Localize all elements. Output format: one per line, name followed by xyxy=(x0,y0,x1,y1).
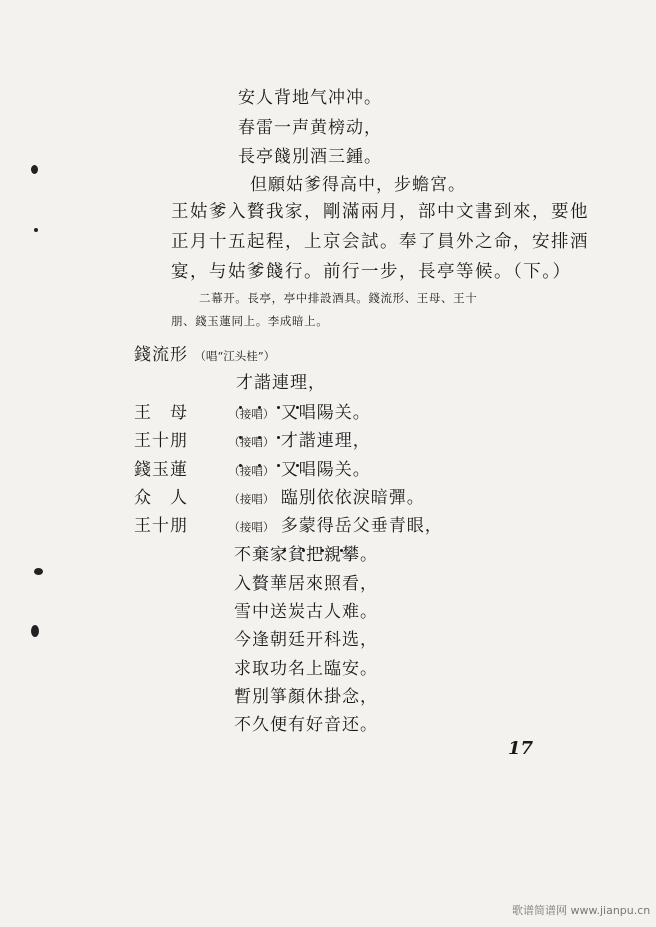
verse-line: 安人背地气冲冲。 xyxy=(238,88,382,108)
song-line: 入贅華居來照看， xyxy=(234,574,378,594)
song-line: 才諧連理， xyxy=(280,431,371,451)
scan-speck xyxy=(31,625,39,637)
song-speaker-row xyxy=(134,340,275,365)
speaker-name: 王十朋 xyxy=(134,516,188,536)
song-line: 又唱陽关。 xyxy=(280,460,371,480)
singing-cue: （接唱） xyxy=(228,407,275,421)
singing-cue: （接唱） xyxy=(228,492,275,506)
speaker-name: 王十朋 xyxy=(134,431,188,451)
song-speaker-row xyxy=(134,455,371,480)
stage-direction: 朋、錢玉蓮同上。李成暗上。 xyxy=(171,314,329,328)
speaker-name: 錢流形 xyxy=(134,345,188,365)
song-line: 求取功名上臨安。 xyxy=(234,659,378,679)
song-line: 暫別箏顏休掛念， xyxy=(234,687,378,707)
stage-direction: 二幕开。長亭，亭中排設酒具。錢流形、王母、王十 xyxy=(199,291,478,305)
song-line: 又唱陽关。 xyxy=(280,403,371,423)
prose-line: 宴，与姑爹餞行。前行一步，長亭等候。（下。） xyxy=(171,262,572,282)
prose-line: 王姑爹入贅我家，剛滿兩月，部中文書到來，要他 xyxy=(171,202,589,222)
song-line: 多蒙得岳父垂青眼， xyxy=(280,516,443,536)
song-line: 臨別依依淚暗彈。 xyxy=(280,488,425,508)
site-watermark: 歌谱简谱网 www.jianpu.cn xyxy=(512,904,651,917)
scan-speck xyxy=(34,568,43,575)
singing-cue: （接唱） xyxy=(228,435,275,449)
speaker-name: 众 人 xyxy=(134,488,188,508)
page-number: 17 xyxy=(508,738,534,759)
speaker-name: 王 母 xyxy=(134,403,188,423)
singing-cue: （接唱） xyxy=(228,464,275,478)
song-line: 今逢朝廷开科选， xyxy=(234,630,378,650)
scan-speck xyxy=(34,228,38,232)
song-line: 雪中送炭古人难。 xyxy=(234,602,378,622)
speaker-name: 錢玉蓮 xyxy=(134,460,188,480)
singing-cue: （唱“江头桂”） xyxy=(194,349,276,363)
song-speaker-row xyxy=(134,483,425,508)
song-line: 不棄家貧把親攀。 xyxy=(234,545,378,565)
song-line: 不久便有好音还。 xyxy=(234,715,378,735)
verse-line: 長亭餞別酒三鍾。 xyxy=(238,147,382,167)
verse-line: 春雷一声黄榜动， xyxy=(238,118,382,138)
prose-line: 正月十五起程，上京会試。奉了員外之命，安排酒 xyxy=(171,232,589,252)
scan-speck xyxy=(31,165,38,174)
song-line: 才諧連理， xyxy=(236,373,326,393)
verse-line: 但願姑爹得高中，步蟾宮。 xyxy=(250,175,466,195)
singing-cue: （接唱） xyxy=(228,520,275,534)
